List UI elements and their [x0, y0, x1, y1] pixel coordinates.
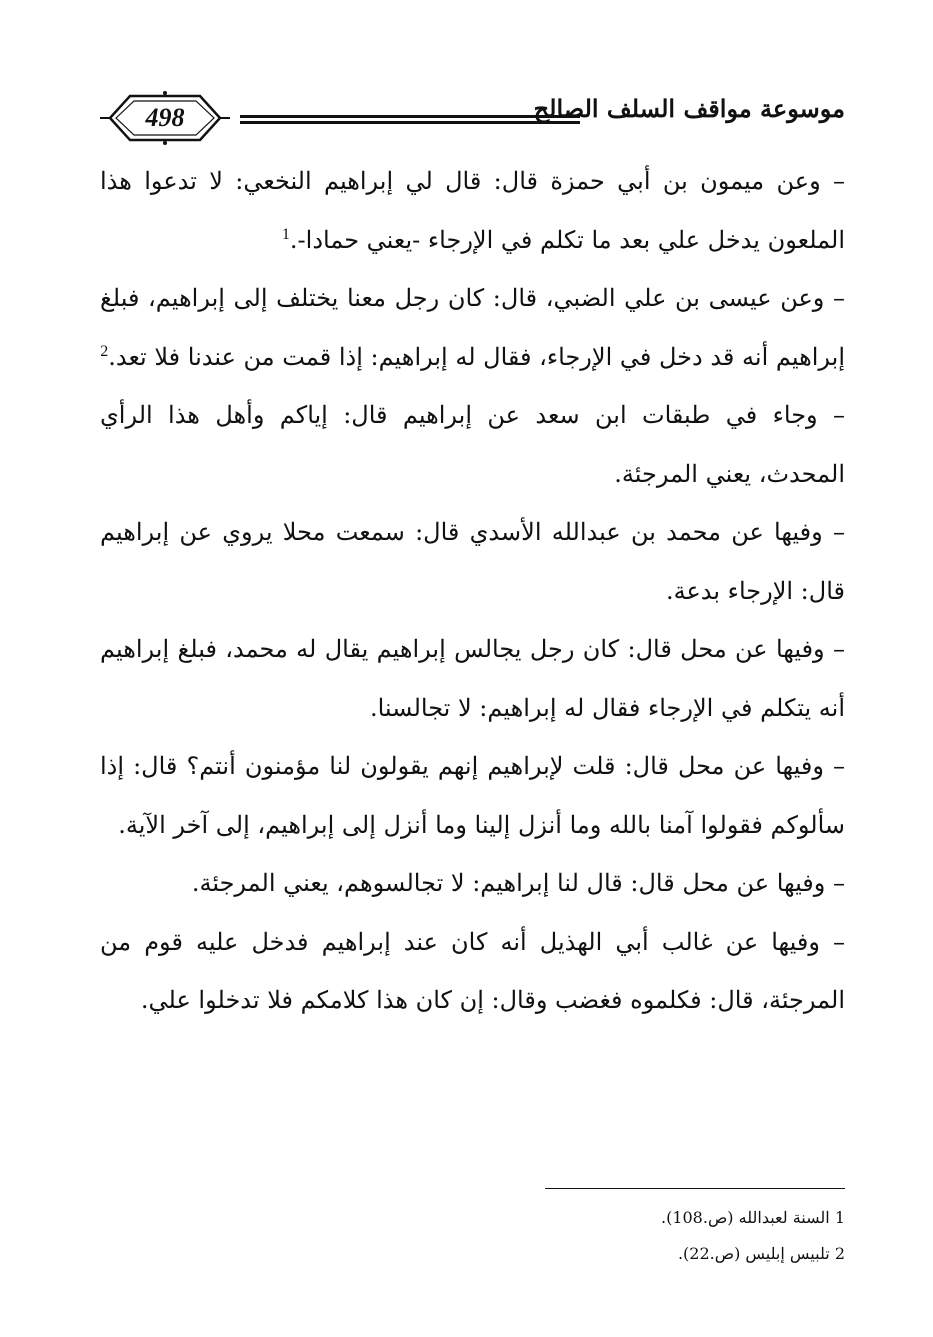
paragraph-text: – وعن ميمون بن أبي حمزة قال: قال لي إبراهيم النخعي: لا تدعوا هذا الملعون يدخل علي بعد ما تكلم في الإرجاء -يعني حمادا-. — [100, 167, 845, 254]
body-text — [100, 152, 845, 1030]
paragraph — [100, 386, 845, 503]
footnote-number: 1 — [834, 1208, 845, 1227]
footnote-reference: 2 — [100, 342, 109, 360]
footnote — [445, 1236, 845, 1272]
page-number-badge — [100, 88, 230, 148]
footnote — [445, 1200, 845, 1236]
paragraph — [100, 503, 845, 620]
paragraph-text: – وفيها عن محل قال: قلت لإبراهيم إنهم يقولون لنا مؤمنون أنتم؟ قال: إذا سألوكم فقولوا آمنا بالله وما أنزل إلينا وما أنزل إلى إبراهيم، إلى آخر الآية. — [100, 752, 845, 839]
paragraph-text: – وفيها عن محل قال: كان رجل يجالس إبراهيم يقال له محمد، فبلغ إبراهيم أنه يتكلم في الإرجاء فقال له إبراهيم: لا تجالسنا. — [100, 635, 845, 722]
paragraph-text: – وجاء في طبقات ابن سعد عن إبراهيم قال: إياكم وأهل هذا الرأي المحدث، يعني المرجئة. — [100, 401, 845, 488]
footnote-text: السنة لعبدالله (ص.108). — [660, 1208, 830, 1227]
paragraph — [100, 913, 845, 1030]
paragraph-text: – وفيها عن محل قال: قال لنا إبراهيم: لا تجالسوهم، يعني المرجئة. — [191, 869, 845, 897]
book-title: موسوعة مواقف السلف الصالح — [533, 94, 845, 123]
footnote-reference: 1 — [281, 225, 290, 243]
page-number: 498 — [145, 103, 185, 132]
footnotes — [445, 1200, 845, 1272]
paragraph-text: – وفيها عن محمد بن عبدالله الأسدي قال: سمعت محلا يروي عن إبراهيم قال: الإرجاء بدعة. — [100, 518, 845, 605]
paragraph — [100, 854, 845, 913]
paragraph — [100, 152, 845, 269]
paragraph — [100, 737, 845, 854]
footnote-text: تلبيس إبليس (ص.22). — [677, 1244, 830, 1263]
page-header — [100, 88, 845, 148]
paragraph — [100, 269, 845, 386]
paragraph-text: – وفيها عن غالب أبي الهذيل أنه كان عند إبراهيم فدخل عليه قوم من المرجئة، قال: فكلموه فغضب وقال: إن كان هذا كلامكم فلا تدخلوا علي. — [100, 927, 845, 1014]
paragraph-text: – وعن عيسى بن علي الضبي، قال: كان رجل معنا يختلف إلى إبراهيم، فبلغ إبراهيم أنه قد دخل في الإرجاء، فقال له إبراهيم: إذا قمت من عندنا فلا تعد. — [100, 284, 846, 371]
footnote-divider — [545, 1188, 845, 1189]
header-divider — [240, 115, 580, 124]
paragraph — [100, 620, 845, 737]
footnote-number: 2 — [834, 1244, 845, 1263]
